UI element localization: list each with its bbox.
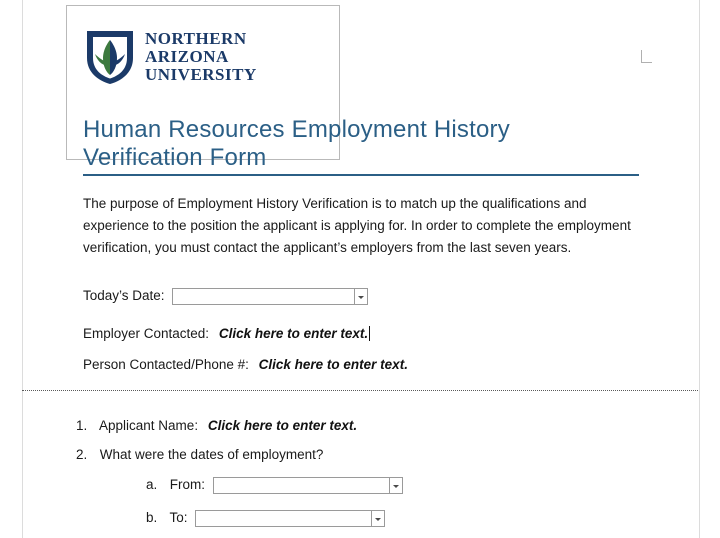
employer-contacted-field[interactable]: Click here to enter text. xyxy=(218,326,369,341)
text-cursor xyxy=(369,326,370,341)
from-date-picker[interactable] xyxy=(213,477,403,494)
university-logo xyxy=(85,28,257,86)
employer-contacted-label: Employer Contacted: xyxy=(83,326,210,341)
question-2-label: What were the dates of employment? xyxy=(99,447,324,462)
logo-line-3: UNIVERSITY xyxy=(145,65,257,84)
page-title: Human Resources Employment History Verification Form xyxy=(83,116,510,171)
question-1 xyxy=(76,418,357,433)
question-2b xyxy=(146,510,385,527)
person-contacted-field[interactable]: Click here to enter text. xyxy=(258,357,408,372)
todays-date-picker[interactable] xyxy=(172,288,368,305)
logo-wordmark xyxy=(145,30,257,84)
question-2-number: 2. xyxy=(76,447,88,462)
chevron-down-icon[interactable] xyxy=(354,289,367,304)
page-corner-mark xyxy=(641,50,652,63)
question-2b-marker: b. xyxy=(146,510,158,526)
employer-contacted-row xyxy=(83,326,370,341)
logo-line-1: NORTHERN xyxy=(145,28,247,48)
shield-icon xyxy=(85,28,135,86)
logo-line-2: ARIZONA xyxy=(145,46,229,66)
person-contacted-label: Person Contacted/Phone #: xyxy=(83,357,249,372)
chevron-down-icon[interactable] xyxy=(389,478,402,493)
question-2a-marker: a. xyxy=(146,477,158,493)
question-2 xyxy=(76,447,323,462)
question-1-label: Applicant Name: xyxy=(99,418,199,433)
title-divider xyxy=(83,174,639,176)
question-2a xyxy=(146,477,403,494)
section-divider xyxy=(22,390,698,391)
intro-paragraph: The purpose of Employment History Verification is to match up the qualifications and experience to the position the applicant is applying for. In order to complete the employment verification, you must contact the applicant’s employers from the last seven years. xyxy=(83,196,631,255)
chevron-down-icon[interactable] xyxy=(371,511,384,526)
person-contacted-row xyxy=(83,357,408,372)
question-2b-label: To: xyxy=(169,510,188,526)
to-date-picker[interactable] xyxy=(195,510,385,527)
todays-date-label: Today’s Date: xyxy=(83,288,165,304)
question-2a-label: From: xyxy=(169,477,206,493)
applicant-name-field[interactable]: Click here to enter text. xyxy=(207,418,358,433)
question-1-number: 1. xyxy=(76,418,88,433)
todays-date-row xyxy=(83,288,368,305)
